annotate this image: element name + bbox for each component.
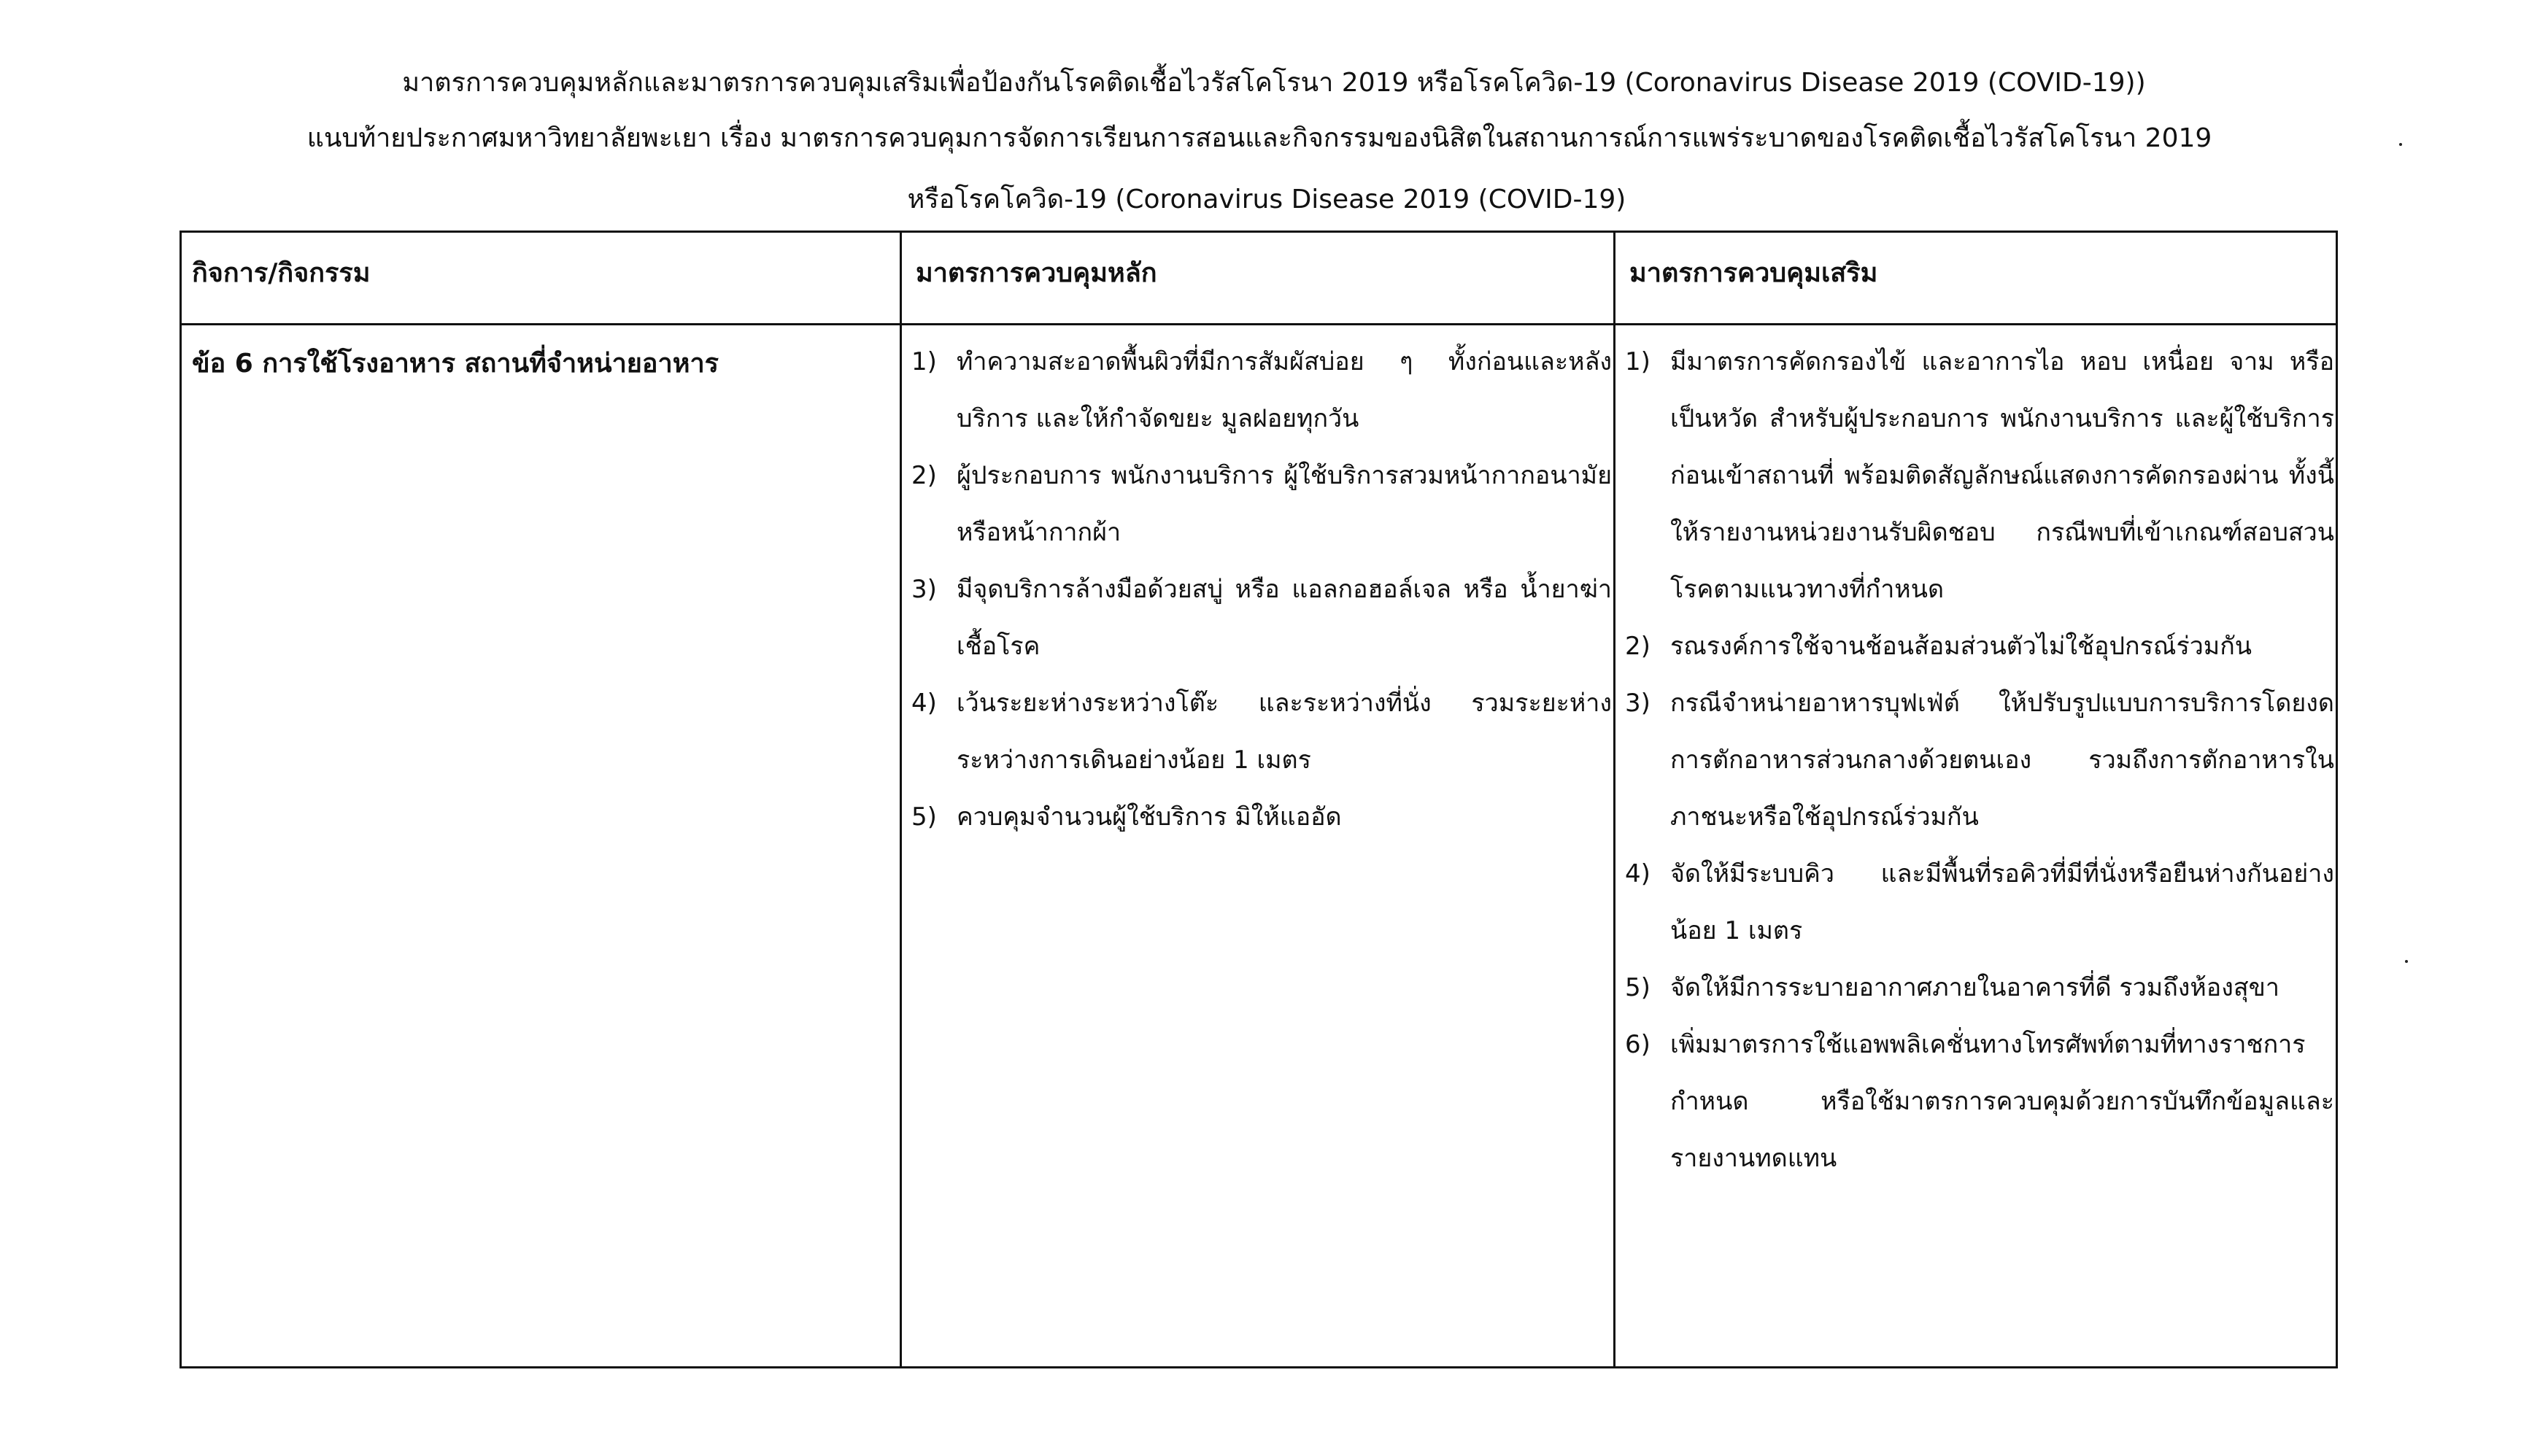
- list-item: [911, 561, 1612, 675]
- list-item: [1625, 959, 2334, 1016]
- item-text: ควบคุมจำนวนผู้ใช้บริการ มิให้แออัด: [957, 802, 1342, 832]
- item-number: 2): [1625, 632, 1651, 661]
- header-line-3: หรือโรคโควิด-19 (Coronavirus Disease 2019 (COVID-19): [907, 185, 1626, 214]
- list-item: [911, 675, 1612, 789]
- scan-speck: [2399, 143, 2402, 146]
- item-text: มีมาตรการคัดกรองไข้ และอาการไอ หอบ เหนื่อย จาม หรือเป็นหวัด สำหรับผู้ประกอบการ พนักงานบริการ และผู้ใช้บริการก่อนเข้าสถานที่ พร้อมติดสัญลักษณ์แสดงการคัดกรองผ่าน ทั้งนี้ ให้รายงานหน่วยงานรับผิดชอบ กรณีพบที่เข้าเกณฑ์สอบสวนโรคตามแนวทางที่กำหนด: [1670, 347, 2334, 604]
- item-text: เพิ่มมาตรการใช้แอพพลิเคชั่นทางโทรศัพท์ตามที่ทางราชการกำหนด หรือใช้มาตรการควบคุมด้วยการบันทึกข้อมูลและรายงานทดแทน: [1670, 1030, 2334, 1173]
- extra-measures-list: [1625, 333, 2334, 1187]
- item-text: จัดให้มีระบบคิว และมีพื้นที่รอคิวที่มีที่นั่งหรือยืนห่างกันอย่างน้อย 1 เมตร: [1670, 859, 2334, 945]
- list-item: [1625, 845, 2334, 959]
- item-number: 3): [1625, 689, 1651, 718]
- list-item: [1625, 675, 2334, 845]
- item-text: กรณีจำหน่ายอาหารบุฟเฟ่ต์ ให้ปรับรูปแบบการบริการโดยงดการตักอาหารส่วนกลางด้วยตนเอง รวมถึงการตักอาหารในภาชนะหรือใช้อุปกรณ์ร่วมกัน: [1670, 689, 2334, 832]
- list-item: [911, 789, 1612, 845]
- item-text: มีจุดบริการล้างมือด้วยสบู่ หรือ แอลกอฮอล์เจล หรือ น้ำยาฆ่าเชื้อโรค: [957, 575, 1612, 661]
- column-header-activity: กิจการ/กิจกรรม: [192, 258, 371, 288]
- item-number: 5): [1625, 973, 1651, 1002]
- list-item: [911, 333, 1612, 447]
- column-divider-2: [1613, 233, 1615, 1366]
- item-text: ผู้ประกอบการ พนักงานบริการ ผู้ใช้บริการสวมหน้ากากอนามัยหรือหน้ากากผ้า: [957, 461, 1612, 547]
- item-text: ทำความสะอาดพื้นผิวที่มีการสัมผัสบ่อย ๆ ทั้งก่อนและหลังบริการ และให้กำจัดขยะ มูลฝอยทุกวัน: [957, 347, 1612, 433]
- list-item: [1625, 1016, 2334, 1187]
- list-item: [1625, 333, 2334, 618]
- column-header-main-measures: มาตรการควบคุมหลัก: [916, 258, 1157, 288]
- item-number: 4): [911, 689, 937, 718]
- item-number: 6): [1625, 1030, 1651, 1059]
- item-number: 1): [1625, 347, 1651, 376]
- item-number: 1): [911, 347, 937, 376]
- item-text: รณรงค์การใช้จานช้อนส้อมส่วนตัวไม่ใช้อุปกรณ์ร่วมกัน: [1670, 632, 2252, 661]
- column-divider-1: [900, 233, 902, 1366]
- item-number: 5): [911, 802, 937, 832]
- header-divider: [182, 323, 2336, 325]
- item-text: เว้นระยะห่างระหว่างโต๊ะ และระหว่างที่นั่ง รวมระยะห่างระหว่างการเดินอย่างน้อย 1 เมตร: [957, 689, 1612, 775]
- header-line-1: มาตรการควบคุมหลักและมาตรการควบคุมเสริมเพื่อป้องกันโรคติดเชื้อไวรัสโคโรนา 2019 หรือโรคโควิด-19 (Coronavirus Disease 2019 (COVID-19)): [402, 68, 2146, 98]
- list-item: [1625, 618, 2334, 675]
- item-text: จัดให้มีการระบายอากาศภายในอาคารที่ดี รวมถึงห้องสุขา: [1670, 973, 2279, 1002]
- column-header-extra-measures: มาตรการควบคุมเสริม: [1629, 258, 1878, 288]
- item-number: 2): [911, 461, 937, 490]
- header-line-2: แนบท้ายประกาศมหาวิทยาลัยพะเยา เรื่อง มาตรการควบคุมการจัดการเรียนการสอนและกิจกรรมของนิสิตในสถานการณ์การแพร่ระบาดของโรคติดเชื้อไวรัสโคโรนา 2019: [306, 123, 2212, 153]
- list-item: [911, 447, 1612, 561]
- main-measures-list: [911, 333, 1612, 845]
- item-number: 3): [911, 575, 937, 604]
- scan-speck: [2405, 960, 2408, 963]
- measures-table: [179, 231, 2338, 1368]
- activity-cell: ข้อ 6 การใช้โรงอาหาร สถานที่จำหน่ายอาหาร: [192, 349, 719, 379]
- item-number: 4): [1625, 859, 1651, 888]
